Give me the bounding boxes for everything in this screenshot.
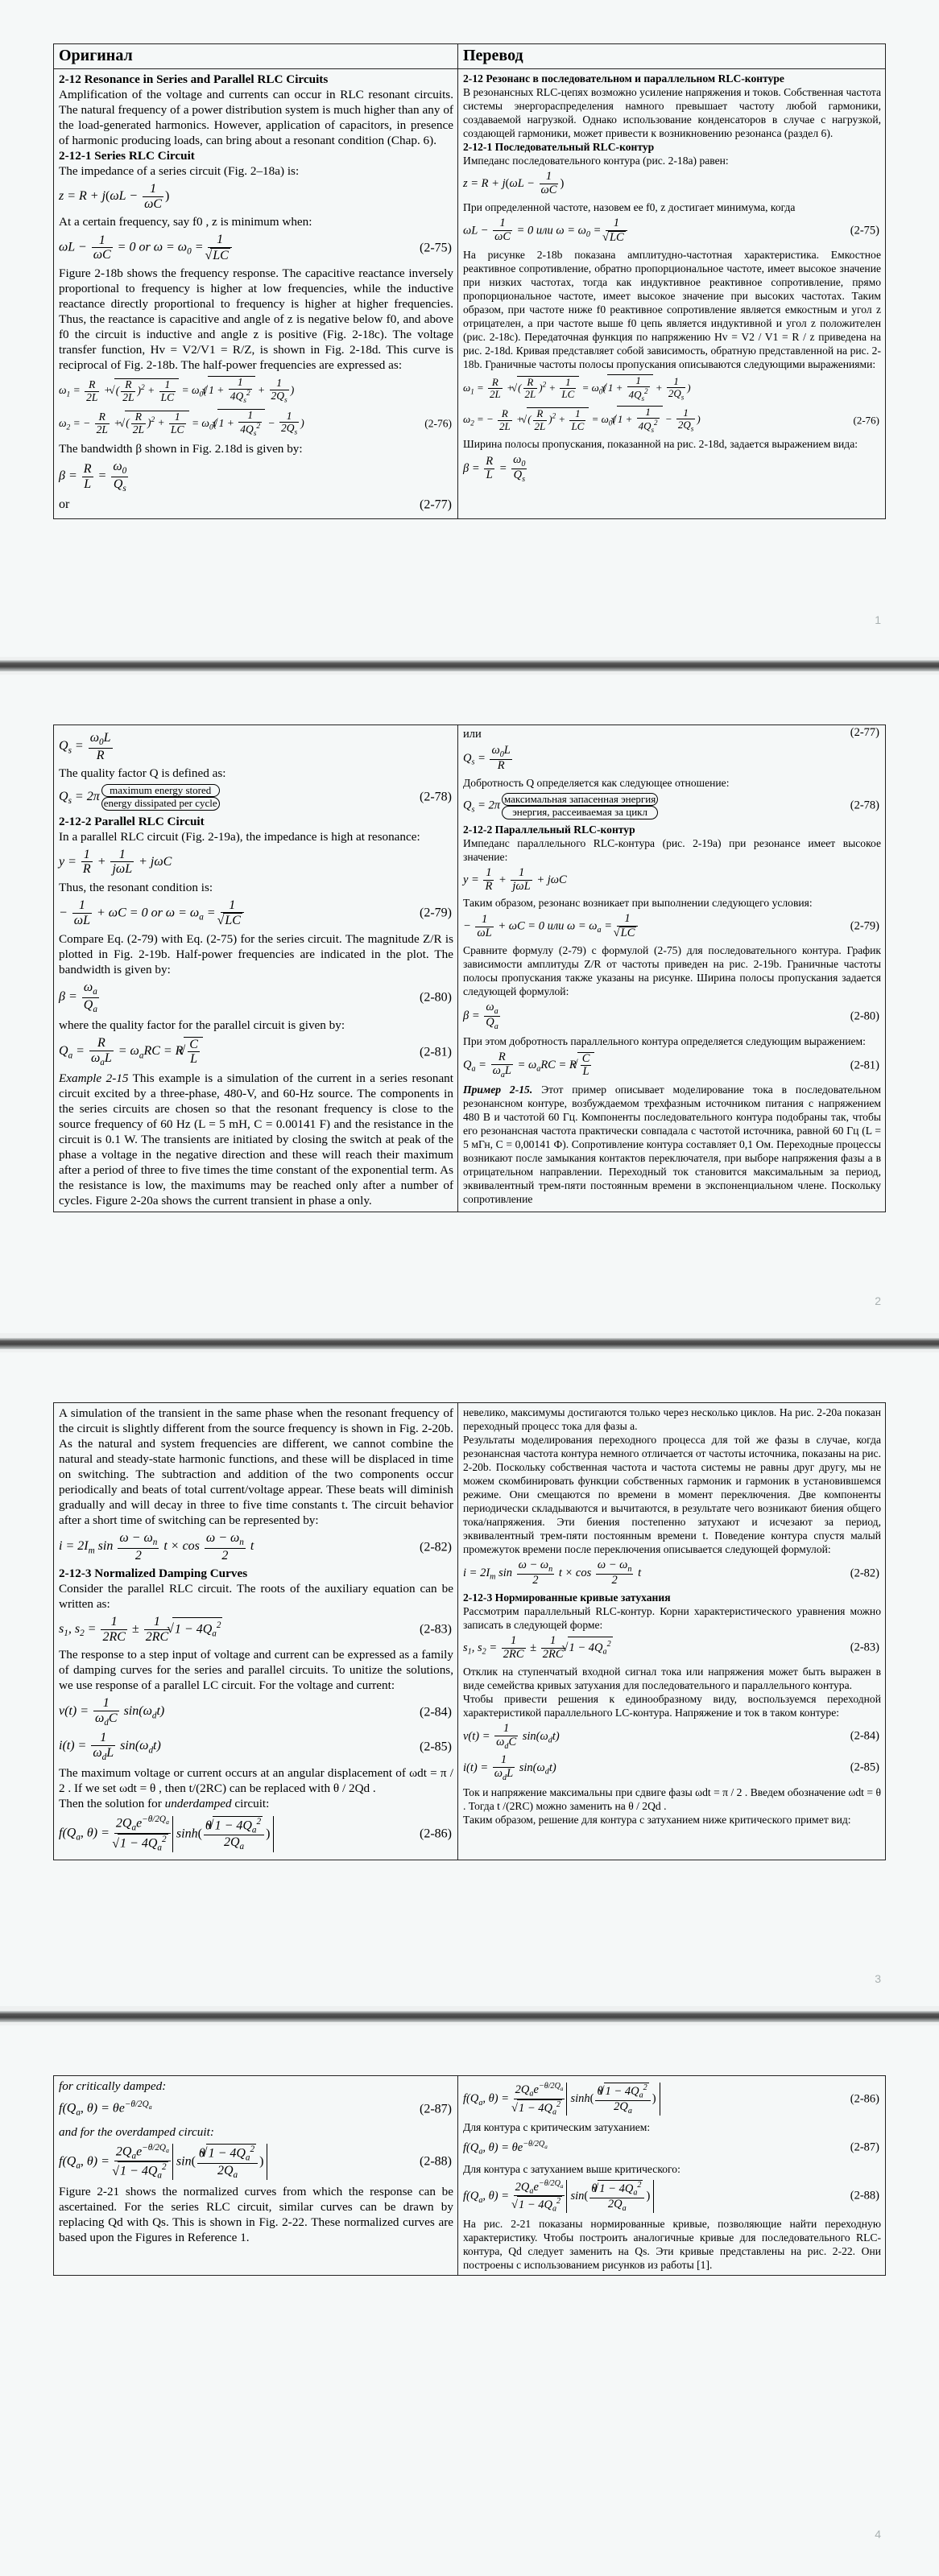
translation-table-1 bbox=[53, 43, 886, 519]
paragraph: Сравните формулу (2-79) с формулой (2-75) для последовательного контура. График зависимости амплитуды Z/R от частоты приведен на рис. 2-19b. Граничные частоты полосы пропускания также указаны на рисунке. Ширина полосы пропускания задается следующей формулой: bbox=[463, 944, 881, 998]
paragraph: The impedance of a series circuit (Fig. 2–18a) is: bbox=[59, 164, 300, 178]
paragraph: Amplification of the voltage and currents can occur in RLC resonant circuits. The natural frequency of a power distribution system is much higher than any of the load-generated harmonics. However, application of capacitors, in presence of harmonic producing loads, can bring about a resonant condition (Chap. 6). bbox=[59, 88, 453, 147]
paragraph: and for the overdamped circuit: bbox=[59, 2124, 214, 2139]
page-3 bbox=[0, 1352, 939, 2006]
equation-number: (2-80) bbox=[850, 1009, 879, 1023]
paragraph: Thus, the resonant condition is: bbox=[59, 880, 213, 894]
equation-q-parallel: $Q_a$ = $\frac{R}{\omega_aL}$ = $\omega_aRC = R$ √ $\frac{C}{L}$ (2-81) bbox=[463, 1051, 881, 1080]
translation-cell bbox=[458, 725, 886, 1212]
equation-number: (2-77) bbox=[420, 497, 452, 512]
paragraph: The bandwidth β shown in Fig. 2.18d is given by: bbox=[59, 442, 303, 456]
example-text: This example is a simulation of the current in a series resonant circuit excited by a three-phase, 480-V, and 60-Hz source. The components in the series circuits are chosen so that the resonant frequency is close to the source frequency of 60 Hz (L = 5 mH, C = 0.00141 F) and the resistance in the circuit is 0.1 W. The transients are initiated by closing the switch at peak of the phase a voltage in the negative direction and these will reach their maximum after a period of three to five times the time constant of the exponential term. As the resistance is low, the maximums may be reached only after a number of cycles. Figure 2-20a shows the current transient in phase a only. bbox=[59, 1071, 453, 1208]
equation-number: (2-88) bbox=[420, 2154, 452, 2169]
equation-number: (2-80) bbox=[420, 990, 452, 1005]
equation-q-series: $Q_s$ = $\frac{\omega_0L}{R}$ bbox=[59, 731, 111, 762]
subsection-heading: 2-12-1 Series RLC Circuit bbox=[59, 149, 195, 163]
equation-q-parallel: $Q_a$ = $\frac{R}{\omega_aL}$ = $\omega_aRC = R$ √ $\frac{C}{L}$ (2-81) bbox=[59, 1036, 453, 1067]
equation-half-power-1: $\omega_1$ = $\frac{R}{2L}$ + √ ( $\frac{R}{2L}$ )$^2$ + $\frac{1}{LC}$ = $\omega_0(√$ 1 + $\frac{1}{4Q_s^2}$ + $\frac{1}{2Q_s}$ ) bbox=[463, 374, 881, 402]
paragraph: Таким образом, резонанс возникает при выполнении следующего условия: bbox=[463, 897, 813, 910]
paragraph: На рис. 2-21 показаны нормированные кривые, позволяющие найти переходную характеристику. Чтобы построить аналогичные кривые для последовательного RLC-контура, Qd следует заменить на Qs. Эти кривые представлены на рис. 2-22. Они построены с использованием рисунков из работы [1]. bbox=[463, 2218, 881, 2272]
subsection-heading: 2-12-1 Последовательный RLC-контур bbox=[463, 141, 655, 153]
column-header-translation: Перевод bbox=[458, 44, 886, 69]
translation-cell bbox=[458, 69, 886, 519]
equation-critically-damped: $f(Q_a$, $\theta) = \theta e^{-\theta/2Q_a}$ (2-87) bbox=[59, 2099, 452, 2118]
equation-overdamped: $f(Q_a$, θ) = $2Q_ae^{-\theta/2Q_a}$ √ $1 - 4Q_a^2$ sin( $\frac{\theta√ 1 - 4Q_a^2}{2Q_a}$ ) (2-88) bbox=[59, 2143, 453, 2182]
paragraph: При определенной частоте, назовем ее f0, z достигает минимума, когда bbox=[463, 200, 796, 213]
equation-resonance: ωL − $\frac{1}{\omega C}$ = 0 or $\omega = \omega_0$ = 1 √ LC (2-75) bbox=[59, 233, 453, 262]
paragraph: Результаты моделирования переходного процесса для той же фазы в случае, когда резонансная частота контура немного отличается от частоты источника, показаны на рис. 2-20b. Поскольку собственная частота и частота системы не равны друг другу, мы не можем скомбинировать функции собственных гармоник и гармоник в установившемся режиме. Они смещаются по времени в момент переключения. Две компоненты периодически складываются и вычитаются, в результате чего возникают биения общего тока/напряжения. Эти биения постепенно затухают и исчезают за период, эквивалентный трем-пяти постоянным времени t. Поведение контура спустя малый промежуток времени после переключения описывается следующей формулой: bbox=[463, 1434, 881, 1555]
original-cell bbox=[54, 69, 458, 519]
paragraph: Compare Eq. (2-79) with Eq. (2-75) for the series circuit. The magnitude Z/R is plotted in Fig. 2-19b. Half-power frequencies are indicated in the plot. The bandwidth is given by: bbox=[59, 932, 453, 977]
column-header-original: Оригинал bbox=[54, 44, 458, 69]
original-cell bbox=[54, 1403, 458, 1860]
text-run: circuit: bbox=[231, 1797, 270, 1811]
q-numerator: максимальная запасенная энергия bbox=[502, 793, 658, 806]
subsection-heading: 2-12-3 Нормированные кривые затухания bbox=[463, 1591, 671, 1604]
paragraph: At a certain frequency, say f0 , z is minimum when: bbox=[59, 215, 312, 229]
paragraph: При этом добротность параллельного контура определяется следующим выражением: bbox=[463, 1035, 866, 1048]
equation-bandwidth: β = $\frac{R}{L}$ = $\frac{\omega_0}{Q_s}$ bbox=[463, 453, 526, 485]
q-numerator: maximum energy stored bbox=[101, 784, 220, 797]
translation-cell bbox=[458, 1403, 886, 1860]
translation-table-3 bbox=[53, 1402, 886, 1860]
equation-admittance: y = $\frac{1}{R}$ + $\frac{1}{\text{jωL}}$ + jωC bbox=[59, 847, 172, 877]
equation-or-line bbox=[59, 497, 453, 512]
section-heading: 2-12 Resonance in Series and Parallel RLC Circuits bbox=[59, 72, 329, 86]
equation-current: i(t) = $\frac{1}{\omega_dL}$ $\sin(\omega_dt)$ (2-85) bbox=[59, 1731, 452, 1763]
equation-half-power-2: $\omega_2$ = − $\frac{R}{2L}$ + √ ( $\frac{R}{2L}$ )$^2$ + $\frac{1}{LC}$ = $\omega_0(√$ 1 + $\frac{1}{4Q_s^2}$ − $\frac{1}{2Q_s}$ ) (2-76) bbox=[59, 409, 453, 438]
original-cell bbox=[54, 725, 458, 1212]
paragraph: Для контура с затуханием выше критического: bbox=[463, 2162, 680, 2175]
equation-number: (2-86) bbox=[420, 1827, 452, 1841]
equation-overdamped: $f(Q_a$, θ) = $2Q_ae^{-\theta/2Q_a}$ √ $1 - 4Q_a^2$ sin( $\frac{\theta√ 1 - 4Q_a^2}{2Q_a}$ ) (2-88) bbox=[463, 2179, 881, 2215]
page-number: 4 bbox=[875, 2528, 881, 2541]
page-2 bbox=[0, 675, 939, 1333]
paragraph: Figure 2-21 shows the normalized curves from which the response can be ascertained. For the series RLC circuit, similar curves can be drawn by replacing Qd with Qs. This is shown in Fig. 2-22. These normalized curves are based upon the Figures in Reference 1. bbox=[59, 2185, 453, 2245]
equation-roots: $s_1$, $s_2$ = $\frac{1}{2RC}$ ± $\frac{1}{2RC}$ √ $1 - 4Q_a^2$ (2-83) bbox=[59, 1615, 453, 1644]
equation-number: (2-76) bbox=[424, 417, 452, 430]
equation-number: (2-88) bbox=[850, 2189, 879, 2202]
equation-number: (2-83) bbox=[850, 1641, 879, 1654]
equation-roots: $s_1$, $s_2$ = $\frac{1}{2RC}$ ± $\frac{1}{2RC}$ √ $1 - 4Q_a^2$ (2-83) bbox=[463, 1635, 881, 1662]
equation-beat-current: $i = 2I_m$ sin $\frac{\omega - \omega_n}{2}$ t × cos $\frac{\omega - \omega_n}{2}$ t (2-82) bbox=[463, 1558, 879, 1587]
equation-number: (2-78) bbox=[850, 799, 879, 812]
paragraph: Для контура с критическим затуханием: bbox=[463, 2120, 651, 2133]
or-label: или bbox=[463, 728, 482, 741]
equation-number: (2-82) bbox=[420, 1540, 452, 1554]
paragraph: На рисунке 2-18b показана амплитудно-частотная характеристика. Емкостное реактивное сопротивление, обратно пропорциональное частоте, имеет высокое значение при низких частотах, тогда как индуктивное реактивное сопротивление, прямо пропорциональное частоте, имеет высокое значение при высоких частотах. Таким образом, при частоте ниже f0 реактивное сопротивление является емкостным и угол z отрицателен, а при частоте выше f0 цепь является индуктивной и угол z положителен (рис. 2-18с). Передаточная функция по напряжению Hv = V2 / V1 = R / z приведена на рис. 2-18d. Кривая представляет собой зависимость, обратную представленной на рис. 2-18b. Граничные частоты полосы пропускания описываются следующими выражениями: bbox=[463, 248, 881, 370]
page-separator bbox=[0, 660, 939, 671]
paragraph: Импеданс последовательного контура (рис. 2-18а) равен: bbox=[463, 155, 729, 167]
equation-number: (2-85) bbox=[420, 1740, 452, 1754]
q-denominator: энергия, рассеиваемая за цикл bbox=[502, 806, 658, 819]
subsection-heading: 2-12-2 Параллельный RLC-контур bbox=[463, 823, 635, 836]
equation-half-power-1: $\omega_1$ = $\frac{R}{2L}$ + √ ( $\frac{R}{2L}$ )$^2$ + $\frac{1}{LC}$ = $\omega_0(√$ 1 + $\frac{1}{4Q_s^2}$ + $\frac{1}{2Q_s}$ ) bbox=[59, 376, 453, 405]
equation-number: (2-85) bbox=[850, 1761, 879, 1774]
paragraph: where the quality factor for the parallel circuit is given by: bbox=[59, 1018, 345, 1033]
paragraph: Ток и напряжение максимальны при сдвиге фазы ωdt = π / 2 . Введем обозначение ωdt = θ . Тогда t /(2RC) можно заменить на θ / 2Qd . bbox=[463, 1785, 881, 1812]
translation-table-4 bbox=[53, 2075, 886, 2276]
equation-number: (2-77) bbox=[850, 726, 879, 739]
equation-number: (2-78) bbox=[420, 790, 452, 804]
equation-quality-factor: $Q_s = 2\pi$ $\frac{\text{максимальная запасенная энергия}}{\text{энергия, рассеиваемая за цикл}}$ (2-78) bbox=[463, 793, 879, 819]
equation-underdamped: $f(Q_a$, θ) = $2Q_ae^{-\theta/2Q_a}$ √ $1 - 4Q_a^2$ sinh( $\frac{\theta√ 1 - 4Q_a^2}{2Q_a}$ ) (2-86) bbox=[463, 2082, 881, 2117]
equation-parallel-bandwidth: β = $\frac{\omega_a}{Q_a}$ (2-80) bbox=[59, 980, 452, 1014]
equation-critically-damped: $f(Q_a$, $\theta) = \theta e^{-\theta/2Q_a}$ (2-87) bbox=[463, 2139, 879, 2157]
paragraph: The quality factor Q is defined as: bbox=[59, 766, 226, 781]
equation-parallel-resonance: − $\frac{1}{\omega L}$ + ωC = 0 или $\omega = \omega_a$ = 1 √ LC (2-79) bbox=[463, 913, 881, 940]
page-1 bbox=[0, 0, 939, 657]
paragraph bbox=[59, 1071, 453, 1208]
equation-quality-factor: $Q_s = 2\pi$ $\frac{\text{maximum energy stored}}{\text{energy dissipated per cycle}}$ (2-78) bbox=[59, 784, 452, 810]
paragraph: A simulation of the transient in the same phase when the resonant frequency of the circuit is slightly different from the source frequency is shown in Fig. 2-20b. As the natural and system frequencies are different, we cannot combine the natural and steady-state harmonic functions, and these will be displaced in time on switching. The subtraction and addition of the two components occur periodically and beats of total current/voltage appear. These beats will diminish gradually and will decay in three to five time constants t. The circuit behavior after a short time of switching can be represented by: bbox=[59, 1406, 453, 1527]
equation-number: (2-87) bbox=[420, 2102, 452, 2116]
equation-number: (2-79) bbox=[850, 919, 879, 933]
paragraph: In a parallel RLC circuit (Fig. 2-19a), the impedance is high at resonance: bbox=[59, 829, 420, 844]
equation-or-line bbox=[463, 728, 881, 741]
equation-number: (2-83) bbox=[420, 1622, 452, 1637]
paragraph: Отклик на ступенчатый входной сигнал тока или напряжения может быть выражен в виде семейства кривых затухания для последовательного и параллельного контура. bbox=[463, 1665, 881, 1691]
equation-number: (2-82) bbox=[850, 1567, 879, 1579]
equation-number: (2-86) bbox=[850, 2092, 879, 2106]
translation-table-2 bbox=[53, 724, 886, 1212]
equation-number: (2-76) bbox=[853, 414, 879, 427]
paragraph: Чтобы привести решения к единообразному виду, воспользуемся переходной характеристикой параллельного LC-контура. Напряжение и ток в таком контуре: bbox=[463, 1692, 881, 1719]
equation-current: i(t) = $\frac{1}{\omega_dL}$ $\sin(\omega_dt)$ (2-85) bbox=[463, 1752, 879, 1782]
equation-resonance: ωL − $\frac{1}{\omega C}$ = 0 или $\omega = \omega_0$ = 1 √ LC (2-75) bbox=[463, 217, 881, 245]
equation-number: (2-81) bbox=[850, 1059, 879, 1072]
equation-number: (2-75) bbox=[420, 241, 452, 255]
equation-admittance: y = $\frac{1}{R}$ + $\frac{1}{\text{jωL}}$ + jωC bbox=[463, 865, 567, 893]
paragraph: Добротность Q определяется как следующее отношение: bbox=[463, 777, 730, 789]
equation-number: (2-84) bbox=[420, 1705, 452, 1719]
equation-underdamped: $f(Q_a$, θ) = $2Q_ae^{-\theta/2Q_a}$ √ $1 - 4Q_a^2$ sinh( $\frac{\theta√ 1 - 4Q_a^2}{2Q_a}$ ) (2-86) bbox=[59, 1814, 453, 1853]
q-denominator: energy dissipated per cycle bbox=[101, 797, 220, 810]
paragraph: невелико, максимумы достигаются только через несколько циклов. На рис. 2-20а показан переходный процесс тока для фазы а. bbox=[463, 1406, 881, 1432]
subsection-heading: 2-12-3 Normalized Damping Curves bbox=[59, 1567, 248, 1581]
paragraph: Рассмотрим параллельный RLC-контур. Корни характеристического уравнения можно записать в следующей форме: bbox=[463, 1605, 881, 1631]
equation-number: (2-87) bbox=[850, 2140, 879, 2154]
translation-cell bbox=[458, 2076, 886, 2276]
original-cell bbox=[54, 2076, 458, 2276]
equation-q-series: $Q_s$ = $\frac{\omega_0L}{R}$ bbox=[463, 744, 511, 773]
page-number: 3 bbox=[875, 1972, 881, 1985]
equation-half-power-2: $\omega_2$ = − $\frac{R}{2L}$ + √ ( $\frac{R}{2L}$ )$^2$ + $\frac{1}{LC}$ = $\omega_0(√$ 1 + $\frac{1}{4Q_s^2}$ − $\frac{1}{2Q_s}$ ) (2-76) bbox=[463, 406, 881, 434]
equation-beat-current: $i = 2I_m$ sin $\frac{\omega - \omega_n}{2}$ t × cos $\frac{\omega - \omega_n}{2}$ t (2-82) bbox=[59, 1531, 452, 1563]
or-label: or bbox=[59, 497, 70, 512]
paragraph bbox=[59, 1796, 453, 1811]
paragraph: Figure 2-18b shows the frequency response. The capacitive reactance inversely proportional to frequency is higher at low frequencies, while the inductive reactance directly proportional to frequency is higher at higher frequencies. Thus, the reactance is capacitive and angle of z is negative below f0, and above f0 the circuit is inductive and angle z is positive (Fig. 2-18c). The voltage transfer function, Hv = V2/V1 = R/Z, is shown in Fig. 2-18d. This curve is reciprocal of Fig. 2-18b. The half-power frequencies are expressed as: bbox=[59, 266, 453, 373]
equation-parallel-bandwidth: β = $\frac{\omega_a}{Q_a}$ (2-80) bbox=[463, 1001, 879, 1032]
page-number: 1 bbox=[875, 613, 881, 626]
equation-bandwidth: β = $\frac{R}{L}$ = $\frac{\omega_0}{Q_s}$ bbox=[59, 460, 127, 493]
paragraph: Импеданс параллельного RLC-контура (рис. 2-19а) при резонансе имеет высокое значение: bbox=[463, 836, 881, 863]
page-number: 2 bbox=[875, 1294, 881, 1307]
page-separator bbox=[0, 1338, 939, 1349]
equation-number: (2-75) bbox=[850, 224, 879, 237]
paragraph: Ширина полосы пропускания, показанной на рис. 2-18d, задается выражением вида: bbox=[463, 438, 858, 451]
text-run: Then the solution for bbox=[59, 1797, 165, 1811]
text-run-italic: underdamped bbox=[164, 1797, 232, 1811]
paragraph: The maximum voltage or current occurs at an angular displacement of ωdt = π / 2 . If we set ωdt = θ , then t/(2RC) can be replaced with θ / 2Qd . bbox=[59, 1766, 453, 1796]
page-4 bbox=[0, 2025, 939, 2576]
paragraph: Consider the parallel RLC circuit. The roots of the auxiliary equation can be written as: bbox=[59, 1582, 453, 1612]
paragraph: Таким образом, решение для контура с затуханием ниже критического примет вид: bbox=[463, 1813, 851, 1826]
example-label: Пример 2-15. bbox=[463, 1084, 533, 1096]
paragraph bbox=[463, 1083, 881, 1206]
subsection-heading: 2-12-2 Parallel RLC Circuit bbox=[59, 814, 205, 828]
example-label: Example 2-15 bbox=[59, 1071, 129, 1086]
page-separator bbox=[0, 2011, 939, 2022]
equation-parallel-resonance: − $\frac{1}{\omega L}$ + ωC = 0 or $\omega = \omega_a$ = 1 √ LC (2-79) bbox=[59, 898, 453, 928]
section-heading: 2-12 Резонанс в последовательном и параллельном RLC-контуре bbox=[463, 72, 784, 85]
equation-voltage: v(t) = $\frac{1}{\omega_dC}$ $\sin(\omega_dt)$ (2-84) bbox=[463, 1721, 879, 1751]
equation-number: (2-81) bbox=[420, 1045, 452, 1059]
equation-impedance: z = R + j(ωL − $\frac{1}{\omega C}$ ) bbox=[59, 182, 170, 211]
equation-voltage: v(t) = $\frac{1}{\omega_dC}$ $\sin(\omega_dt)$ (2-84) bbox=[59, 1696, 452, 1728]
equation-number: (2-84) bbox=[850, 1729, 879, 1743]
equation-number: (2-79) bbox=[420, 906, 452, 920]
paragraph: В резонансных RLC-цепях возможно усиление напряжения и токов. Собственная частота системы энергораспределения намного превышает частоту любой гармоники, создаваемой нагрузкой. Однако использование конденсаторов в случае с нагрузкой, создающей гармоники, может привести к возникновению резонанса (раздел 6). bbox=[463, 86, 881, 139]
paragraph: The response to a step input of voltage and current can be expressed as a family of damping curves for the series and parallel circuits. To unitize the solutions, we use response of a parallel LC circuit. For the voltage and current: bbox=[59, 1648, 453, 1693]
equation-impedance: z = R + j(ωL − $\frac{1}{\omega C}$ ) bbox=[463, 170, 565, 196]
example-text: Этот пример описывает моделирование тока в последовательном резонансном контуре, возбуждаемом трехфазным источником питания с напряжением 480 В и частотой 60 Гц. Компоненты последовательного контура подобраны так, чтобы его резонансная частота практически совпадала с частотой источника, равной 60 Гц (L = 5 мГн, C = 0,00141 Ф). Сопротивление контура составляет 0,1 Ом. Переходные процессы возникают после замыкания контактов переключателя, при выборе напряжения фазы а в отрицательном направлении. Переходный ток становится максимальным за период, эквивалентный трем-пяти постоянным времени в экспоненциальном члене. Поскольку сопротивление bbox=[463, 1084, 881, 1206]
paragraph: for critically damped: bbox=[59, 2079, 167, 2093]
